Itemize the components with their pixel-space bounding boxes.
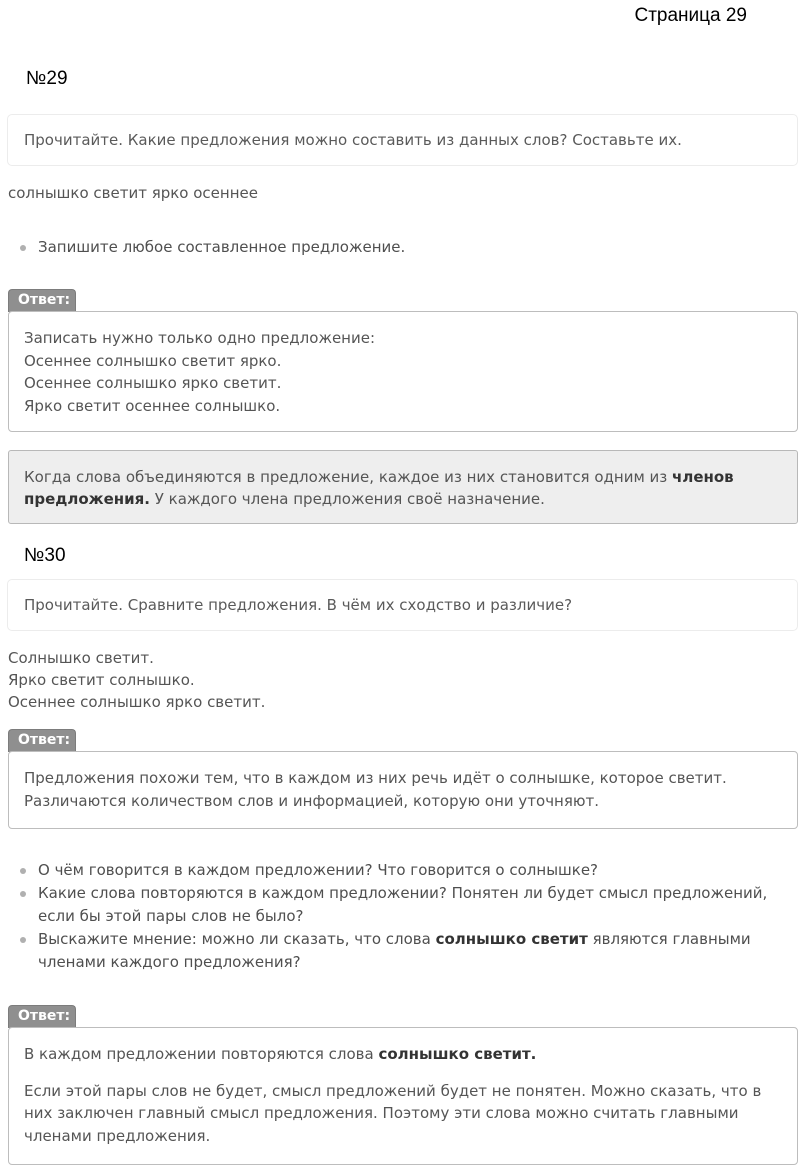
answer-text: Если этой пары слов не будет, смысл предложений будет не понятен. Можно сказать, что в них заключен главный смысл предложения. Поэтому эти слова можно считать главными членами предложения. (24, 1081, 762, 1145)
word-list: солнышко светит ярко осеннее (8, 184, 258, 202)
list-item: Какие слова повторяются в каждом предложении? Понятен ли будет смысл предложений, если бы этой пары слов не было? (20, 882, 780, 928)
list-item-text: являются главными членами каждого предложения? (38, 930, 751, 971)
answer-box-30 (8, 751, 798, 829)
task-text: Прочитайте. Какие предложения можно составить из данных слов? Составьте их. (24, 131, 682, 149)
list-item: О чём говорится в каждом предложении? Что говорится о солнышке? (20, 859, 780, 882)
task-text: Прочитайте. Сравните предложения. В чём их сходство и различие? (24, 596, 573, 614)
sentence-list (8, 647, 265, 713)
answer-tag: Ответ: (8, 289, 76, 312)
note-text: Когда слова объединяются в предложение, каждое из них становится одним из (24, 468, 673, 486)
answer-tag: Ответ: (8, 729, 76, 752)
answer-tag: Ответ: (8, 1005, 76, 1028)
bold-phrase: солнышко светит (435, 930, 588, 948)
exercise-30-number: №30 (24, 545, 66, 566)
answer-text: Предложения похожи тем, что в каждом из них речь идёт о солнышке, которое светит. Различаются количеством слов и информацией, которую они уточняют. (24, 769, 727, 810)
answer-line: Осеннее солнышко светит ярко. (24, 351, 282, 370)
sentence: Солнышко светит. (8, 649, 154, 667)
exercise-29-task (7, 114, 798, 166)
exercise-29-bullets (20, 236, 780, 259)
answer-box-29 (8, 311, 798, 432)
answer-line: Записать нужно только одно предложение: (24, 329, 376, 347)
note-text: У каждого члена предложения своё назначение. (149, 490, 545, 508)
answer-box-30-2 (8, 1027, 798, 1165)
list-item-text: Выскажите мнение: можно ли сказать, что слова (38, 930, 436, 948)
page-number: Страница 29 (634, 5, 747, 26)
sentence: Ярко светит солнышко. (8, 671, 195, 689)
list-item: Запишите любое составленное предложение. (20, 236, 780, 259)
answer-text (24, 1043, 782, 1066)
answer-text-part: В каждом предложении повторяются слова (24, 1045, 379, 1063)
exercise-30-bullets (20, 859, 780, 974)
rule-note (8, 450, 798, 524)
list-item (20, 928, 780, 974)
bold-phrase: солнышко светит. (378, 1045, 537, 1063)
answer-line: Осеннее солнышко ярко светит. (24, 374, 282, 392)
note-bold-term: членов предложения. (24, 468, 734, 508)
sentence: Осеннее солнышко ярко светит. (8, 693, 266, 711)
exercise-29-number: №29 (26, 68, 68, 89)
exercise-30-task (7, 579, 798, 631)
answer-line: Ярко светит осеннее солнышко. (24, 396, 281, 415)
